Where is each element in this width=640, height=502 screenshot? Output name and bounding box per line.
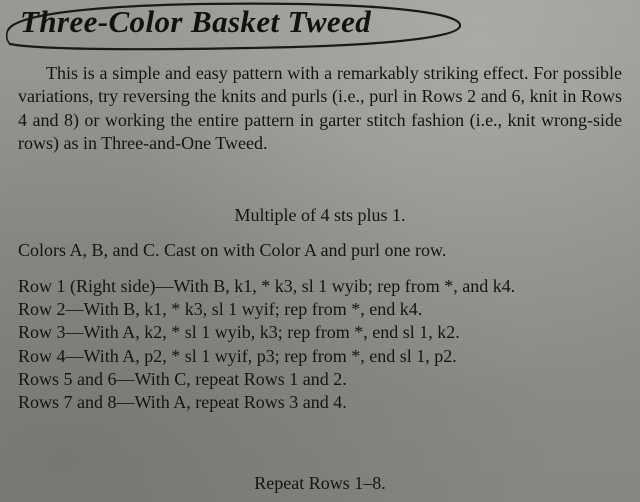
- row-instruction: Row 4—With A, p2, * sl 1 wyif, p3; rep from *, end sl 1, p2.: [18, 345, 457, 366]
- pattern-title: Three-Color Basket Tweed: [20, 4, 372, 39]
- title-block: [0, 0, 480, 60]
- row-instruction: Rows 5 and 6—With C, repeat Rows 1 and 2.: [18, 368, 347, 389]
- row-instruction: Row 2—With B, k1, * k3, sl 1 wyif; rep from *, end k4.: [18, 299, 423, 320]
- colors-instruction: Colors A, B, and C. Cast on with Color A and purl one row.: [18, 240, 447, 260]
- repeat-instruction: Repeat Rows 1–8.: [254, 473, 386, 493]
- row-instruction: Row 3—With A, k2, * sl 1 wyib, k3; rep from *, end sl 1, k2.: [18, 322, 460, 343]
- intro-paragraph: This is a simple and easy pattern with a remarkably striking effect. For possible variations, try reversing the knits and purls (i.e., purl in Rows 2 and 6, knit in Rows 4 and 8) or working the entire pattern in garter stitch fashion (i.e., knit wrong-side rows) as in Three-and-One Tweed.: [18, 63, 622, 154]
- row-instruction: Row 1 (Right side)—With B, k1, * k3, sl 1 wyib; rep from *, and k4.: [18, 276, 516, 296]
- row-instructions: [18, 275, 630, 414]
- row-instruction: Rows 7 and 8—With A, repeat Rows 3 and 4.: [18, 392, 347, 413]
- stitch-multiple: Multiple of 4 sts plus 1.: [234, 205, 406, 225]
